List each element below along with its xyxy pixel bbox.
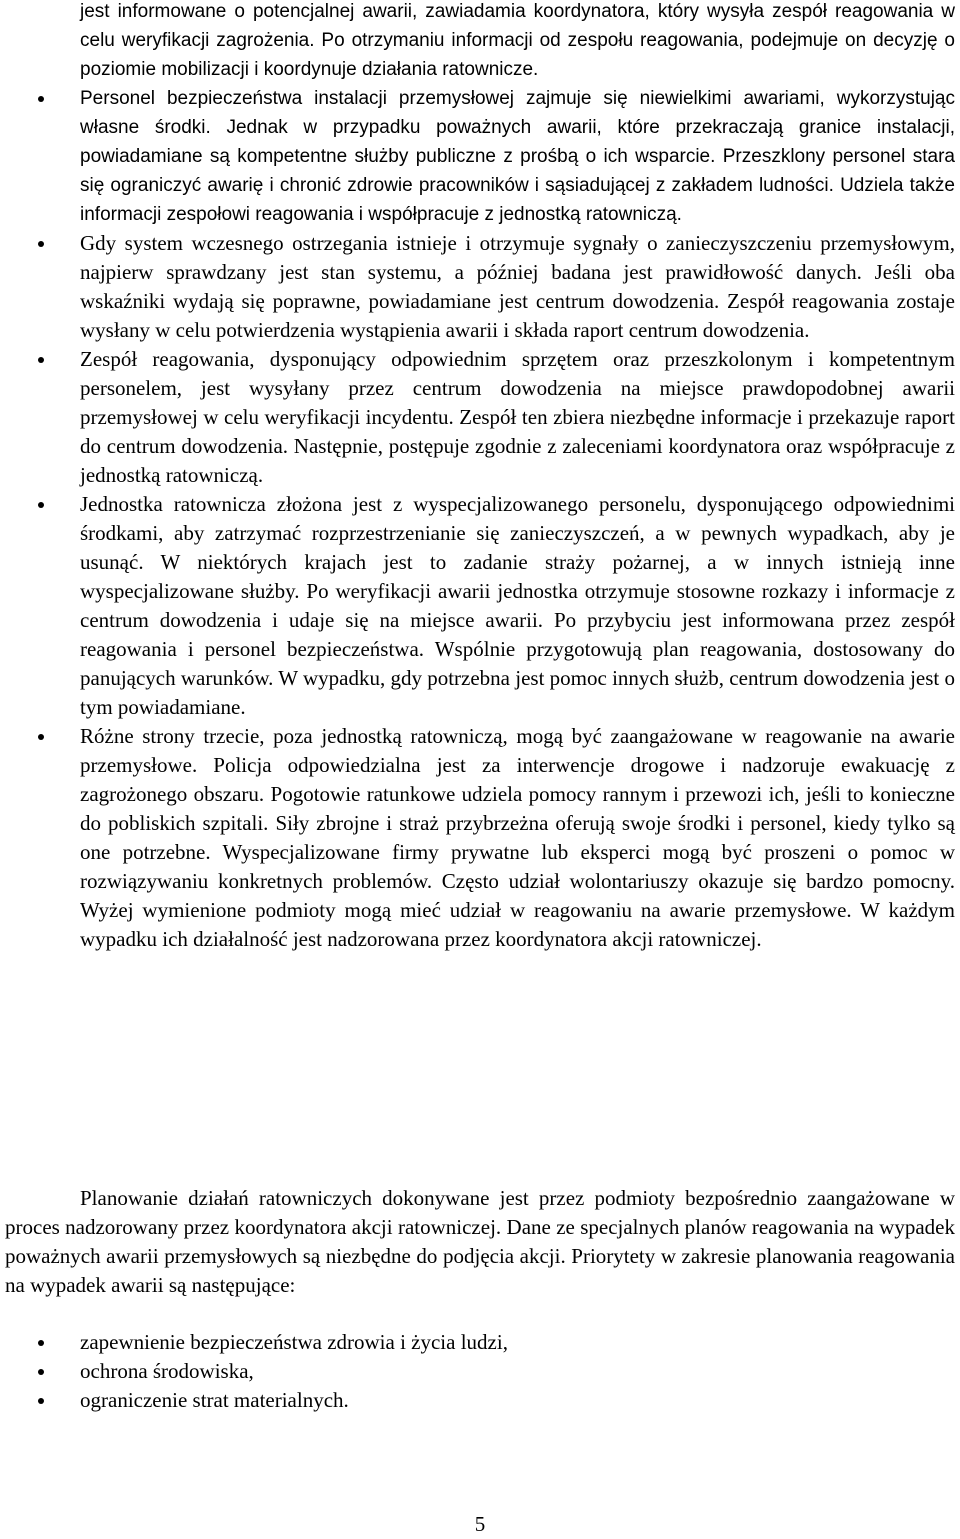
bullet-list-priorities (0, 1328, 955, 1415)
list-item-text: Gdy system wczesnego ostrzegania istnieje i otrzymuje sygnały o zanieczyszczeniu przemysłowym, najpierw sprawdzany jest stan systemu, a później badana jest prawidłowość danych. Jeśli oba wskaźniki wydają się poprawne, powiadamiane jest centrum dowodzenia. Zespół reagowania zostaje wysłany w celu potwierdzenia wystąpienia awarii i składa raport centrum dowodzenia. (80, 231, 955, 342)
bullet-dot-icon (38, 502, 44, 508)
list-item-rescue-unit (0, 490, 955, 722)
list-item-continuation (0, 0, 955, 84)
list-item-text: Jednostka ratownicza złożona jest z wyspecjalizowanego personelu, dysponującego odpowiednimi środkami, aby zatrzymać rozprzestrzenianie się zanieczyszczeń, a w pewnych wypadkach, aby je usunąć. W niektórych krajach jest to zadanie straży pożarnej, a w innych istnieją inne wyspecjalizowane służby. Po weryfikacji awarii jednostka otrzymuje stosowne rozkazy i informacje z centrum dowodzenia i udaje się na miejsce awarii. Po przybyciu jest informowana przez zespół reagowania i personel bezpieczeństwa. Wspólnie przygotowują plan reagowania, dostosowany do panujących warunków. W wypadku, gdy potrzebna jest pomoc innych służb, centrum dowodzenia jest o tym powiadamiane. (80, 492, 955, 719)
list-item-safety-personnel (0, 84, 955, 229)
list-item-text: Personel bezpieczeństwa instalacji przemysłowej zajmuje się niewielkimi awariami, wykorzystując własne środki. Jednak w przypadku poważnych awarii, które przekraczają granice instalacji, powiadamiane są kompetentne służby publiczne z prośbą o ich wsparcie. Przeszklony personel stara się ograniczyć awarię i chronić zdrowie pracowników i sąsiadującej z zakładem ludności. Udziela także informacji zespołowi reagowania i współpracuje z jednostką ratowniczą. (80, 88, 955, 225)
list-item-text: Zespół reagowania, dysponujący odpowiednim sprzętem oraz przeszkolonym i kompetentnym personelem, jest wysyłany przez centrum dowodzenia na miejsce prawdopodobnej awarii przemysłowej w celu weryfikacji incydentu. Zespół ten zbiera niezbędne informacje i przekazuje raport do centrum dowodzenia. Następnie, postępuje zgodnie z zaleceniami koordynatora oraz współpracuje z jednostką ratowniczą. (80, 347, 955, 487)
list-item-third-parties (0, 722, 955, 954)
list-item-priority (0, 1328, 955, 1357)
list-item-early-warning (0, 229, 955, 345)
bullet-dot-icon (38, 1369, 44, 1375)
paragraph-planning: Planowanie działań ratowniczych dokonywane jest przez podmioty bezpośrednio zaangażowane w proces nadzorowany przez koordynatora akcji ratowniczej. Dane ze specjalnych planów reagowania na wypadek poważnych awarii przemysłowych są niezbędne do podjęcia akcji. Priorytety w zakresie planowania reagowania na wypadek awarii są następujące: (5, 1186, 955, 1297)
bullet-dot-icon (38, 357, 44, 363)
list-item-text: Różne strony trzecie, poza jednostką ratowniczą, mogą być zaangażowane w reagowanie na awarie przemysłowe. Policja odpowiedzialna jest za interwencje drogowe i nadzoruje ewakuację z zagrożonego obszaru. Pogotowie ratunkowe udziela pomocy rannym i przewozi ich, jeśli to konieczne do pobliskich szpitali. Siły zbrojne i straż przybrzeżna oferują swoje środki i personel, kiedy tylko są one potrzebne. Wyspecjalizowane firmy prywatne lub eksperci mogą być proszeni o pomoc w rozwiązywaniu konkretnych problemów. Często udział wolontariuszy okazuje się bardzo pomocny. Wyżej wymienione podmioty mogą mieć udział w reagowaniu na awarie przemysłowe. W każdym wypadku ich działalność jest nadzorowana przez koordynatora akcji ratowniczej. (80, 724, 955, 951)
list-item-text: zapewnienie bezpieczeństwa zdrowia i życia ludzi, (80, 1330, 508, 1354)
list-item-text: ochrona środowiska, (80, 1359, 254, 1383)
list-item-text: jest informowane o potencjalnej awarii, zawiadamia koordynatora, który wysyła zespół reagowania w celu weryfikacji zagrożenia. Po otrzymaniu informacji od zespołu reagowania, podejmuje on decyzję o poziomie mobilizacji i koordynuje działania ratownicze. (80, 1, 955, 80)
list-item-text: ograniczenie strat materialnych. (80, 1388, 349, 1412)
bullet-dot-icon (38, 1340, 44, 1346)
list-item-priority (0, 1357, 955, 1386)
bullet-dot-icon (38, 1398, 44, 1404)
page-number: 5 (474, 1512, 486, 1536)
bullet-dot-icon (38, 734, 44, 740)
list-item-priority (0, 1386, 955, 1415)
bullet-dot-icon (38, 96, 44, 102)
bullet-dot-icon (38, 241, 44, 247)
list-item-response-team (0, 345, 955, 490)
